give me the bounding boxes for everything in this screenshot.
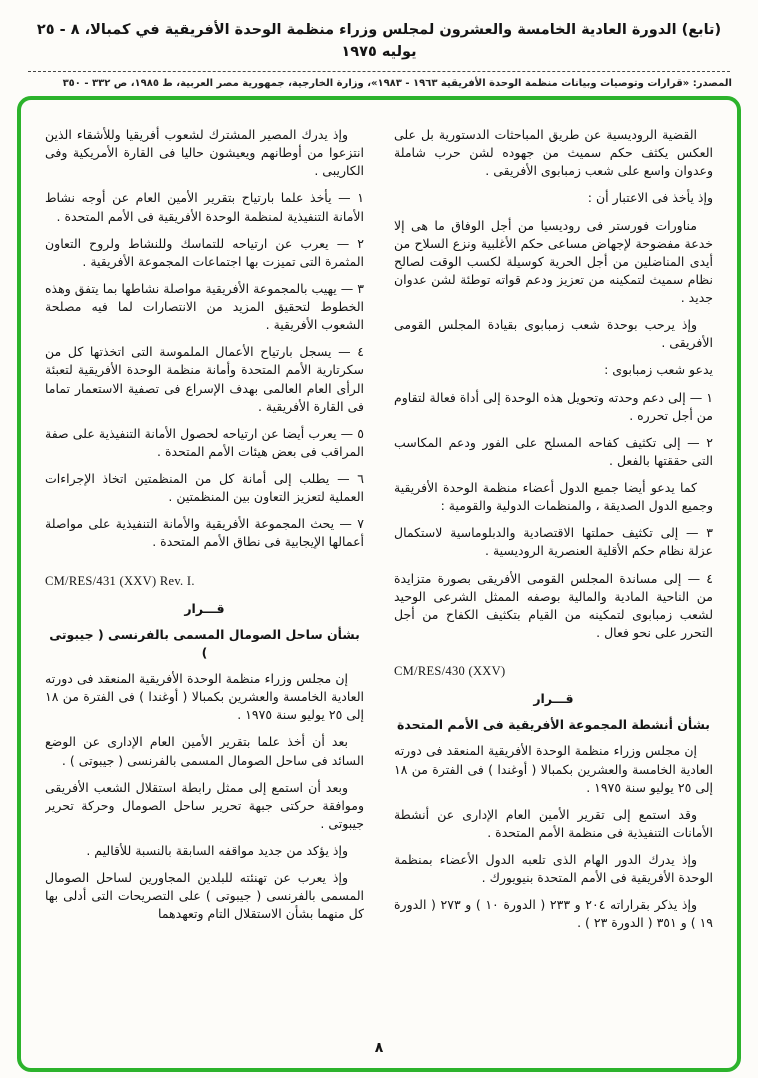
paragraph: وإذ يذكر بقراراته ٢٠٤ و ٢٣٣ ( الدورة ١٠ ) و ٢٧٣ ( الدورة ١٩ ) و ٣٥١ ( الدورة ٢٣ ) . <box>394 897 713 931</box>
resolution-heading: قـــرار <box>533 691 574 707</box>
paragraph: وقد استمع إلى تقرير الأمين العام الإدارى عن أنشطة الأمانات التنفيذية فى منظمة الأمم المتحدة . <box>394 806 713 840</box>
paragraph: وإذ يرحب بوحدة شعب زمبابوى بقيادة المجلس القومى الأفريقى . <box>394 317 713 351</box>
paragraph: كما يدعو أيضا جميع الدول أعضاء منظمة الوحدة الأفريقية وجميع الدول الصديقة ، والمنظمات الدولية والقومية : <box>394 480 713 514</box>
paragraph: بعد أن أخذ علما بتقرير الأمين العام الإدارى عن الوضع السائد فى ساحل الصومال المسمى بالفرنسى ( جيبوتى ) . <box>45 734 364 768</box>
list-item: ٦ — يطلب إلى أمانة كل من المنظمتين اتخاذ الإجراءات العملية لتعزيز التعاون بين المنظمتين . <box>45 471 364 505</box>
header-divider <box>28 71 730 72</box>
list-item: ٣ — إلى تكثيف حملتها الاقتصادية والدبلوماسية لاستكمال عزلة نظام حكم الأقلية العنصرية الروديسية . <box>394 525 713 559</box>
list-item: ٣ — يهيب بالمجموعة الأفريقية مواصلة نشاطها بما يتفق وهذه الخطوط لتحقيق المزيد من الانتصارات لما فيه مصلحة الشعوب الأفريقية . <box>45 280 364 333</box>
paragraph: وإذ يدرك الدور الهام الذى تلعبه الدول الأعضاء بمنظمة الوحدة الأفريقية فى الأمم المتحدة بنيويورك . <box>394 852 713 886</box>
paragraph: وبعد أن استمع إلى ممثل رابطة استقلال الشعب الأفريقى وموافقة حركتى جبهة تحرير ساحل الصومال وحركة تحرير جيبوتى . <box>45 779 364 831</box>
paragraph: وإذ يدرك المصير المشترك لشعوب أفريقيا وللأشقاء الذين انتزعوا من أوطانهم ويعيشون حاليا فى القارة الأمريكية وفى الكاريبى . <box>45 127 364 179</box>
paragraph: مناورات فورستر فى روديسيا من أجل الوفاق ما هى إلا خدعة مفضوحة لإجهاض مساعى حكم الأغلبية ونزع السلاح من أيدى المناضلين من أجل الحرية كوسيلة لكسب الوقت لصالح نظام سميث لتمكينه من تعزيز ودعم قواته توطئة لشن عدوان جديد . <box>394 217 713 305</box>
paragraph: إن مجلس وزراء منظمة الوحدة الأفريقية المنعقد فى دورته العادية الخامسة والعشرين بكمبالا ( أوغندا ) فى الفترة من ١٨ إلى ٢٥ يوليو سنة ١٩٧٥ . <box>394 743 713 795</box>
paragraph: يدعو شعب زمبابوى : <box>604 362 713 378</box>
list-item: ١ — يأخذ علما بارتياح بتقرير الأمين العام عن أوجه نشاط الأمانة التنفيذية لمنظمة الوحدة الأفريقية فى الأمم المتحدة . <box>45 190 364 224</box>
resolution-number: CM/RES/430 (XXV) <box>394 664 506 678</box>
resolution-subject: بشأن أنشطة المجموعة الأفريقية فى الأمم المتحدة <box>396 717 710 733</box>
header-title: (تابع) الدورة العادية الخامسة والعشرون لمجلس وزراء منظمة الوحدة الأفريقية في كمبالا، ٨ - ٢٥ يوليه ١٩٧٥ <box>36 22 722 60</box>
paragraph: وإذ يؤكد من جديد مواقفه السابقة بالنسبة للأقاليم . <box>86 843 348 858</box>
content-frame <box>17 96 741 1072</box>
header-source-line: المصدر: «قرارات وتوصيات وبيانات منظمة الوحدة الأفريقية ١٩٦٣ - ١٩٨٣»، وزارة الخارجية، جمهورية مصر العربية، ط ١٩٨٥، ص ٣٣٢ - ٣٥٠ <box>62 77 732 89</box>
page-header <box>0 0 758 91</box>
list-item: ١ — إلى دعم وحدته وتحويل هذه الوحدة إلى أداة فعالة لتقاوم من أجل تحرره . <box>394 389 713 423</box>
page-number: ٨ <box>374 1040 384 1056</box>
list-item: ٥ — يعرب أيضا عن ارتياحه لحصول الأمانة التنفيذية على صفة المراقب فى بعض هيئات الأمم المتحدة . <box>45 425 364 459</box>
paragraph: إن مجلس وزراء منظمة الوحدة الأفريقية المنعقد فى دورته العادية الخامسة والعشرين بكمبالا ( أوغندا ) فى الفترة من ١٨ إلى ٢٥ يوليو سنة ١٩٧٥ . <box>45 671 364 723</box>
column-left <box>45 126 364 1026</box>
list-item: ٢ — يعرب عن ارتياحه للتماسك وللنشاط ولروح التعاون المثمرة التى تميزت بها اجتماعات المجموعة الأفريقية . <box>45 235 364 269</box>
resolution-subject: بشأن ساحل الصومال المسمى بالفرنسى ( جيبوتى ) <box>49 626 360 660</box>
paragraph: القضية الروديسية عن طريق المباحثات الدستورية بل على العكس يكثف حكم سميث من جهوده لشن حرب شاملة وعدوان واسع على شعب زمبابوى الأفريقى . <box>394 127 713 179</box>
column-right <box>394 126 713 1026</box>
list-item: ٤ — إلى مساندة المجلس القومى الأفريقى بصورة متزايدة من الناحية المادية والمالية بوصفه الممثل الشرعى الوحيد لشعب زمبابوى لتمكينه من القيام بتكثيف الكفاح من أجل التحرر على نحو فعال . <box>394 570 713 640</box>
list-item: ٤ — يسجل بارتياح الأعمال الملموسة التى اتخذتها كل من سكرتارية الأمم المتحدة وأمانة منظمة الوحدة الأفريقية لتعبئة الرأى العام العالمى بهدف الإسراع فى تصفية الاستعمار تماما فى القارة الأفريقية . <box>45 344 364 414</box>
resolution-number: CM/RES/431 (XXV) Rev. I. <box>45 573 195 588</box>
list-item: ٢ — إلى تكثيف كفاحه المسلح على الفور ودعم المكاسب التى حققتها بالفعل . <box>394 434 713 468</box>
paragraph: وإذ يعرب عن تهنئته للبلدين المجاورين لساحل الصومال المسمى بالفرنسى ( جيبوتى ) على التصريحات التى أدلى بها كل منهما بشأن الاستقلال التام وتعهدهما <box>45 870 364 922</box>
resolution-heading: قـــرار <box>184 600 225 616</box>
list-item: ٧ — يحث المجموعة الأفريقية والأمانة التنفيذية على مواصلة أعمالها الإيجابية فى نطاق الأمم المتحدة . <box>45 516 364 550</box>
two-column-layout <box>45 126 713 1026</box>
paragraph: وإذ يأخذ فى الاعتبار أن : <box>587 190 713 206</box>
